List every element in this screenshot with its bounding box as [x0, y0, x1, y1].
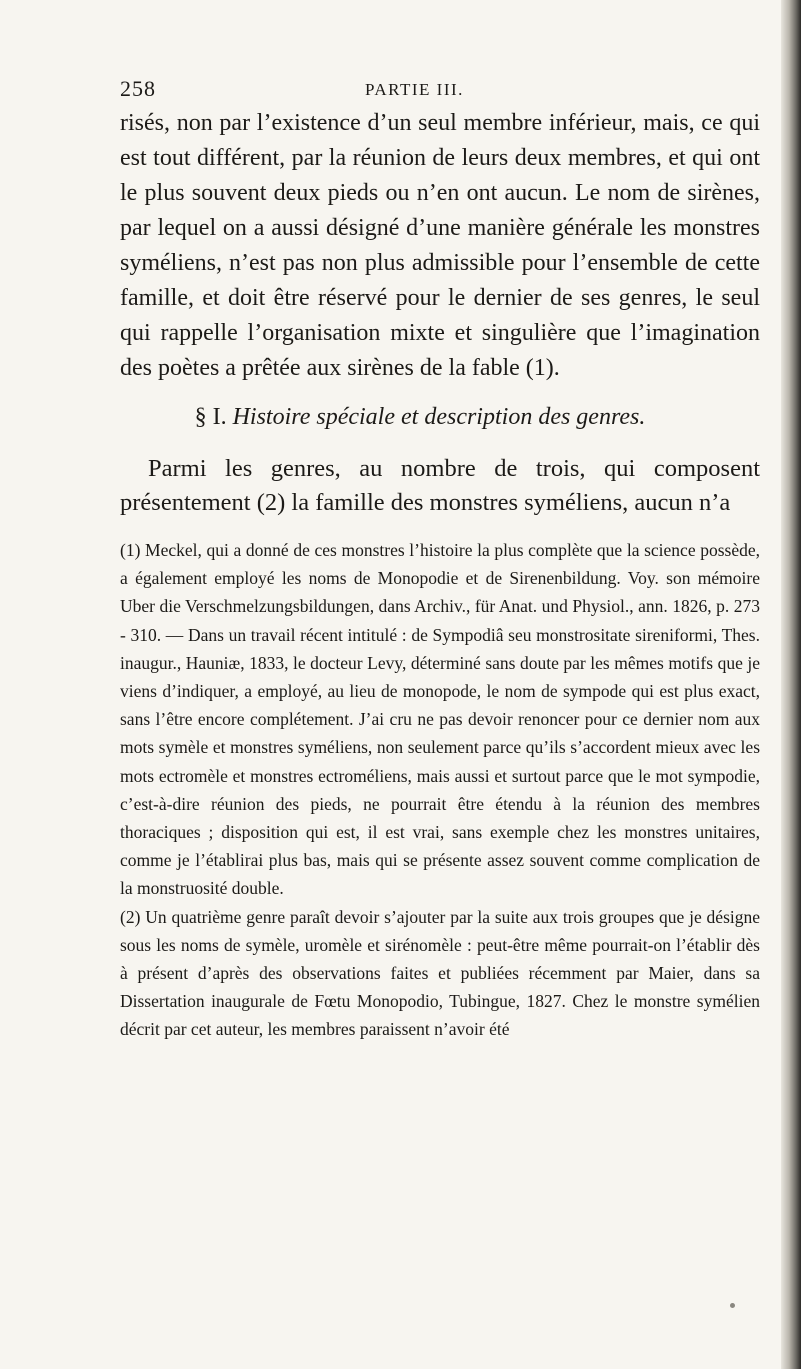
section-title: Histoire spéciale et description des genres.	[232, 404, 646, 430]
part-label: PARTIE III.	[365, 80, 464, 99]
footnotes	[120, 536, 760, 1044]
book-gutter-shadow	[781, 0, 801, 1369]
footnote	[120, 536, 760, 903]
running-head	[120, 72, 760, 106]
footnote	[120, 903, 760, 1044]
section-number: § I.	[194, 404, 227, 430]
page-number: 258	[120, 76, 156, 101]
footnote-text: Meckel, qui a donné de ces monstres l’histoire la plus complète que la science possède, a également employé les noms de Monopodie et de Sirenenbildung. Voy. son mémoire Uber die Verschmelzungsbildungen, dans Archiv., für Anat. und Physiol., ann. 1826, p. 273 - 310. — Dans un travail récent intitulé : de Sympodiâ seu monstrositate sireniformi, Thes. inaugur., Hauniæ, 1833, le docteur Levy, déterminé sans doute par les mêmes motifs que je viens d’indiquer, a employé, au lieu de monopode, le nom de sympode qui est plus exact, sans l’être encore complétement. J’ai cru ne pas devoir renoncer pour ce dernier nom aux mots symèle et monstres syméliens, non seulement parce qu’ils s’accordent mieux avec les mots ectromèle et monstres ectroméliens, mais aussi et surtout parce que le mot sympodie, c’est-à-dire réunion des pieds, ne pourrait être étendu à la réunion des membres thoraciques ; disposition qui est, il est vrai, sans exemple chez les monstres unitaires, comme je l’établirai plus bas, mais qui se présente assez souvent comme complication de la monstruosité double.	[120, 540, 761, 899]
page-content	[120, 72, 760, 1044]
intro-paragraph-block	[120, 452, 760, 520]
footnote-mark: (2)	[120, 906, 141, 927]
footnote-text: Un quatrième genre paraît devoir s’ajouter par la suite aux trois groupes que je désigne sous les noms de symèle, uromèle et sirénomèle : peut-être même pourrait-on l’établir dès à présent d’après des observations faites et publiées récemment par Maier, dans sa Dissertation inaugurale de Fœtu Monopodio, Tubingue, 1827. Chez le monstre symélien décrit par cet auteur, les membres paraissent n’avoir été	[120, 906, 761, 1040]
opening-paragraph-block	[120, 106, 760, 386]
page-edge-line	[783, 0, 784, 1369]
opening-paragraph: risés, non par l’existence d’un seul membre inférieur, mais, ce qui est tout différent, par la réunion de leurs deux membres, et qui ont le plus souvent deux pieds ou n’en ont aucun. Le nom de sirènes, par lequel on a aussi désigné d’une manière générale les monstres syméliens, n’est pas non plus admissible pour l’ensemble de cette famille, et doit être réservé pour le dernier de ses genres, le seul qui rappelle l’organisation mixte et singulière que l’imagination des poètes a prêtée aux sirènes de la fable (1).	[120, 110, 760, 381]
section-heading	[120, 400, 760, 434]
footnote-mark: (1)	[120, 540, 141, 560]
ink-speck	[730, 1303, 735, 1308]
intro-paragraph: Parmi les genres, au nombre de trois, qui composent présentement (2) la famille des monstres syméliens, aucun n’a	[120, 455, 760, 516]
